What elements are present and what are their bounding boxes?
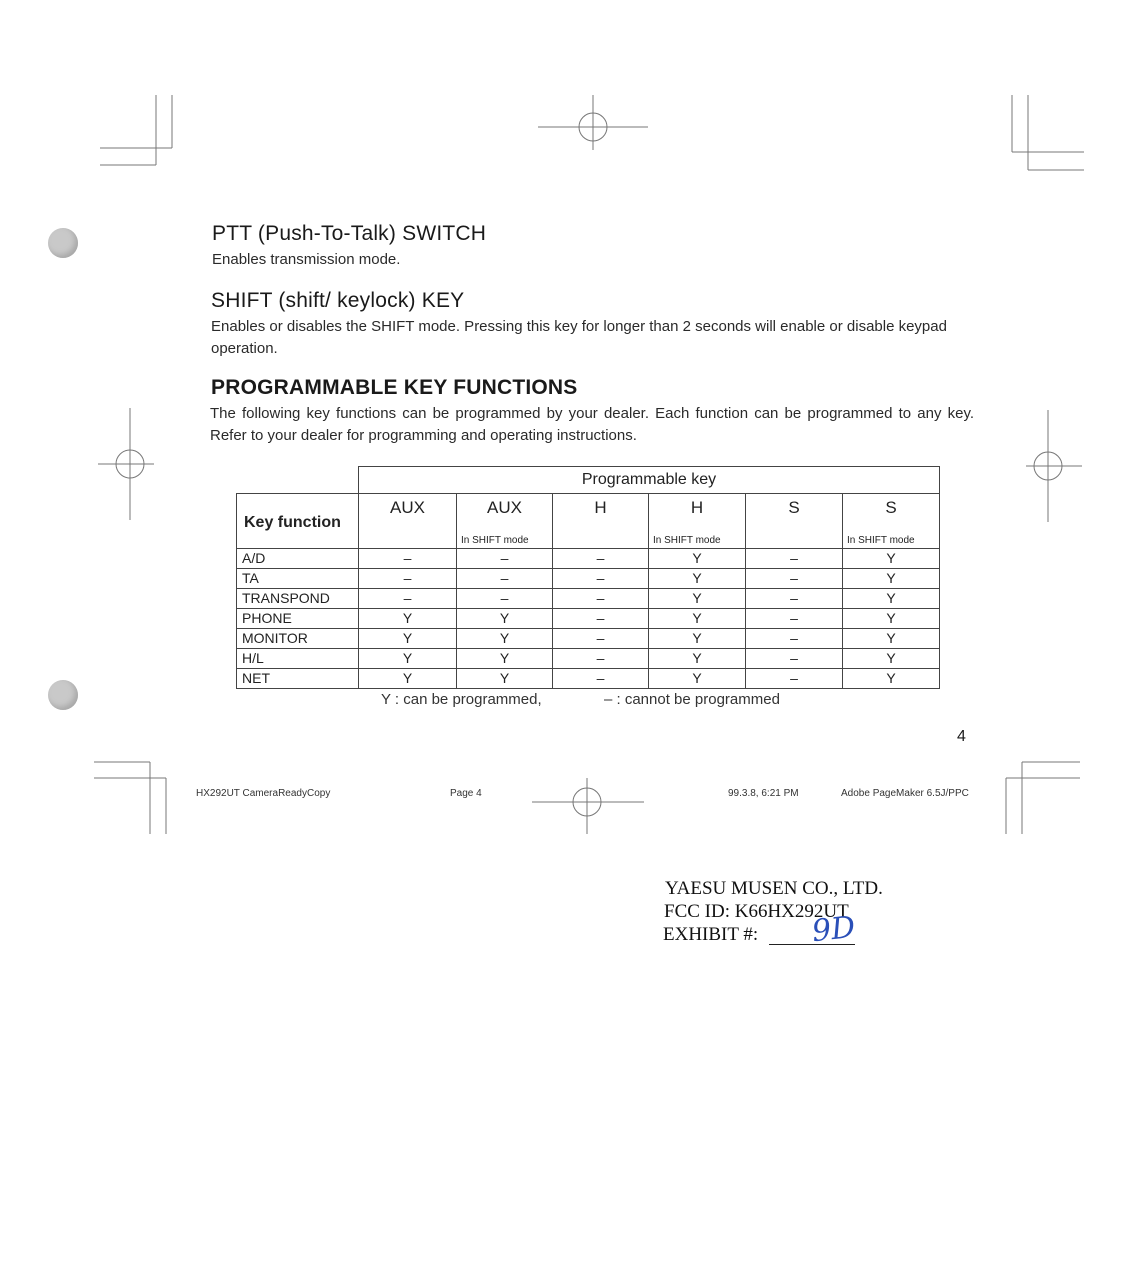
table-cell: –	[457, 589, 553, 609]
table-cell: Y	[649, 589, 746, 609]
footer-file: HX292UT CameraReadyCopy	[196, 788, 331, 799]
header-label: S	[788, 498, 800, 517]
legend-yes: Y : can be programmed,	[381, 691, 542, 708]
table-cell: Y	[457, 649, 553, 669]
table-cell: Y	[843, 569, 940, 589]
table-cell: –	[457, 569, 553, 589]
header-aux-shift	[457, 494, 553, 549]
header-key-function: Key function	[237, 494, 359, 549]
table-cell: Y	[457, 669, 553, 689]
table-row	[237, 649, 940, 669]
table-cell: Y	[843, 629, 940, 649]
table-cell: Y	[359, 629, 457, 649]
table-row	[237, 569, 940, 589]
binder-hole-icon	[48, 680, 78, 710]
table-cell: –	[553, 649, 649, 669]
page-number: 4	[957, 728, 966, 745]
table-cell: Y	[649, 649, 746, 669]
table-cell: –	[746, 629, 843, 649]
table-cell: Y	[843, 549, 940, 569]
table-row	[237, 589, 940, 609]
footer-date: 99.3.8, 6:21 PM	[728, 788, 799, 799]
table-cell: –	[746, 569, 843, 589]
table-cell: –	[359, 549, 457, 569]
table-cell: –	[746, 589, 843, 609]
header-h-shift	[649, 494, 746, 549]
row-key-function: TA	[237, 569, 359, 589]
header-sub: In SHIFT mode	[653, 535, 721, 546]
footer-page: Page 4	[450, 788, 482, 799]
table-cell: –	[457, 549, 553, 569]
table-cell: Y	[359, 609, 457, 629]
header-label: AUX	[390, 498, 425, 517]
table-cell: Y	[359, 649, 457, 669]
table-cell: Y	[649, 569, 746, 589]
header-label: H	[690, 498, 704, 517]
table-cell: –	[746, 669, 843, 689]
header-s-shift	[843, 494, 940, 549]
row-key-function: MONITOR	[237, 629, 359, 649]
section-title-ptt: PTT (Push-To-Talk) SWITCH	[212, 222, 487, 245]
header-s	[746, 494, 843, 549]
row-key-function: H/L	[237, 649, 359, 669]
table-corner	[237, 467, 359, 494]
header-sub: In SHIFT mode	[847, 535, 915, 546]
table-row	[237, 669, 940, 689]
table-cell: –	[746, 549, 843, 569]
table-cell: Y	[843, 669, 940, 689]
table-cell: Y	[649, 609, 746, 629]
table-cell: Y	[843, 649, 940, 669]
section-body-programmable: The following key functions can be programmed by your dealer. Each function can be programmed to any key. Refer to your dealer for programming and operating instructions.	[210, 405, 974, 444]
section-title-programmable: PROGRAMMABLE KEY FUNCTIONS	[211, 376, 578, 399]
header-label: S	[885, 498, 897, 517]
table-cell: Y	[649, 549, 746, 569]
table-cell: –	[553, 549, 649, 569]
stamp-fcc-id: FCC ID: K66HX292UT	[664, 901, 849, 922]
table-cell: –	[553, 609, 649, 629]
row-key-function: TRANSPOND	[237, 589, 359, 609]
stamp-exhibit-label: EXHIBIT #:	[663, 924, 759, 945]
programmable-key-table	[236, 466, 940, 689]
header-label: H	[594, 498, 607, 517]
section-title-shift: SHIFT (shift/ keylock) KEY	[211, 289, 465, 312]
table-cell: –	[746, 609, 843, 629]
table-cell: –	[553, 589, 649, 609]
table-row	[237, 549, 940, 569]
table-row	[237, 609, 940, 629]
row-key-function: PHONE	[237, 609, 359, 629]
table-cell: Y	[843, 609, 940, 629]
table-group-header: Programmable key	[359, 467, 940, 494]
section-body-shift: Enables or disables the SHIFT mode. Pressing this key for longer than 2 seconds will enable or disable keypad operation.	[211, 318, 947, 357]
stamp-company: YAESU MUSEN CO., LTD.	[665, 878, 883, 899]
table-cell: –	[553, 569, 649, 589]
header-sub: In SHIFT mode	[461, 535, 529, 546]
legend-no: – : cannot be programmed	[604, 691, 780, 708]
table-cell: –	[359, 569, 457, 589]
table-cell: Y	[457, 629, 553, 649]
table-cell: –	[553, 669, 649, 689]
table-cell: –	[746, 649, 843, 669]
header-h	[553, 494, 649, 549]
table-cell: Y	[649, 629, 746, 649]
binder-hole-icon	[48, 228, 78, 258]
section-body-ptt: Enables transmission mode.	[212, 251, 401, 268]
header-aux	[359, 494, 457, 549]
table-cell: –	[553, 629, 649, 649]
table-header-row	[237, 494, 940, 549]
table-cell: Y	[649, 669, 746, 689]
exhibit-handwritten-value: 9D	[810, 909, 857, 950]
footer-app: Adobe PageMaker 6.5J/PPC	[841, 788, 969, 799]
table-cell: –	[359, 589, 457, 609]
table-row	[237, 629, 940, 649]
table-cell: Y	[843, 589, 940, 609]
table-cell: Y	[457, 609, 553, 629]
row-key-function: A/D	[237, 549, 359, 569]
header-label: AUX	[487, 498, 522, 517]
table-cell: Y	[359, 669, 457, 689]
row-key-function: NET	[237, 669, 359, 689]
